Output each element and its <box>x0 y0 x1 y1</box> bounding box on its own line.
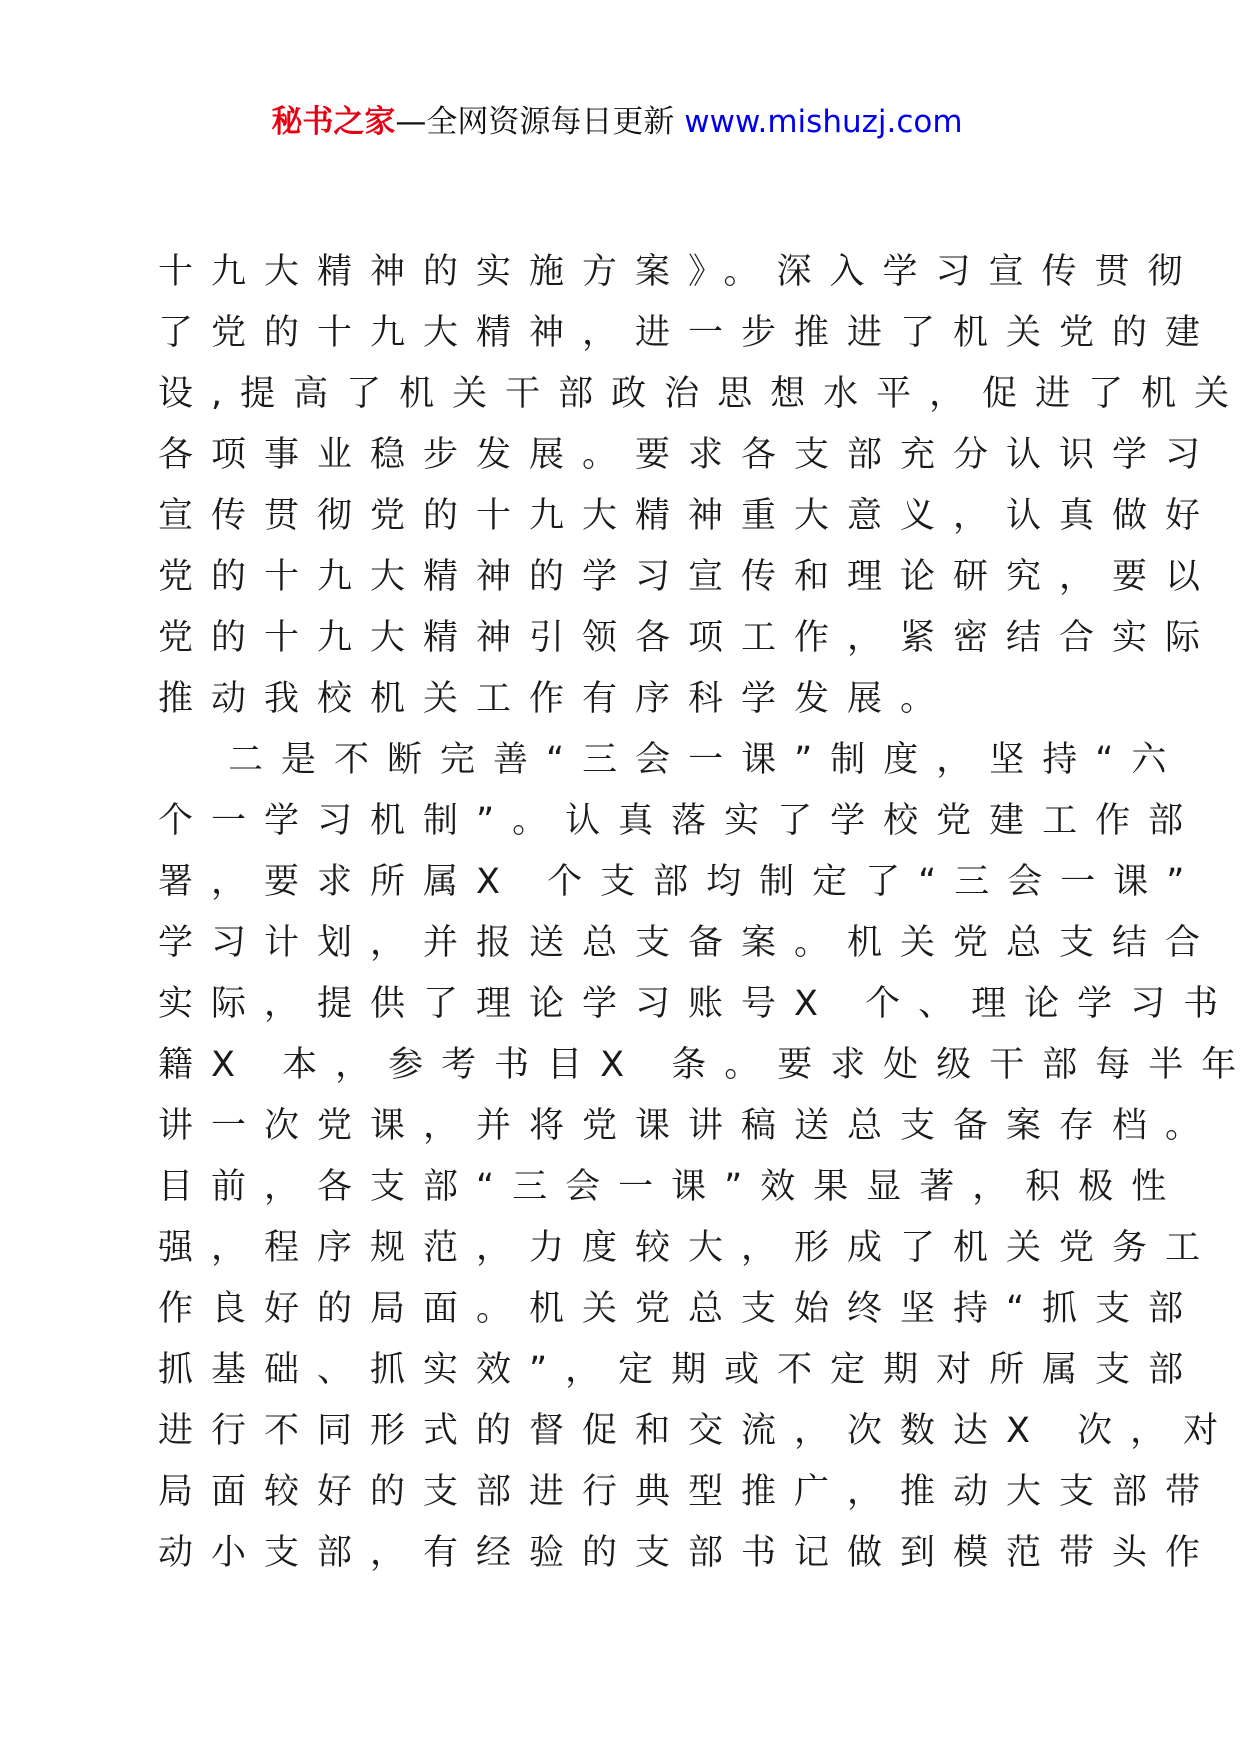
body-line: 了党的十九大精神，进一步推进了机关党的建 <box>158 313 1219 353</box>
brand-name: 秘书之家 <box>271 104 396 140</box>
body-line: 进行不同形式的督促和交流，次数达X 次，对 <box>158 1411 1237 1451</box>
body-line: 各项事业稳步发展。要求各支部充分认识学习 <box>158 435 1219 475</box>
body-line: 抓基础、抓实效”，定期或不定期对所属支部 <box>158 1350 1202 1390</box>
body-line: 目前，各支部“三会一课”效果显著，积极性 <box>158 1167 1185 1207</box>
paragraph-start-line: 二是不断完善“三会一课”制度，坚持“六 <box>228 740 1185 780</box>
body-line: 讲一次党课，并将党课讲稿送总支备案存档。 <box>158 1106 1219 1146</box>
body-line: 党的十九大精神引领各项工作，紧密结合实际 <box>158 618 1219 658</box>
body-line: 党的十九大精神的学习宣传和理论研究，要以 <box>158 557 1219 597</box>
body-line: 十九大精神的实施方案》。深入学习宣传贯彻 <box>158 252 1201 292</box>
body-line: 学习计划，并报送总支备案。机关党总支结合 <box>158 923 1219 963</box>
body-line: 作良好的局面。机关党总支始终坚持“抓支部 <box>158 1289 1202 1329</box>
body-line: 强，程序规范，力度较大，形成了机关党务工 <box>158 1228 1219 1268</box>
body-line: 个一学习机制”。认真落实了学校党建工作部 <box>158 801 1202 841</box>
body-line: 署，要求所属X 个支部均制定了“三会一课” <box>158 862 1203 902</box>
header-tagline: —全网资源每日更新 <box>395 104 685 140</box>
body-line: 动小支部，有经验的支部书记做到模范带头作 <box>158 1533 1219 1573</box>
body-line: 局面较好的支部进行典型推广，推动大支部带 <box>158 1472 1219 1512</box>
site-header <box>0 100 1234 144</box>
body-line: 推动我校机关工作有序科学发展。 <box>158 679 954 719</box>
body-line: 宣传贯彻党的十九大精神重大意义，认真做好 <box>158 496 1219 536</box>
site-url-link[interactable]: www.mishuzj.com <box>684 104 963 140</box>
document-body <box>158 242 1254 1584</box>
body-line: 设,提高了机关干部政治思想水平，促进了机关 <box>158 374 1248 414</box>
body-line: 实际，提供了理论学习账号X 个、理论学习书 <box>158 984 1237 1024</box>
body-line: 籍X 本，参考书目X 条。要求处级干部每半年 <box>158 1045 1254 1085</box>
